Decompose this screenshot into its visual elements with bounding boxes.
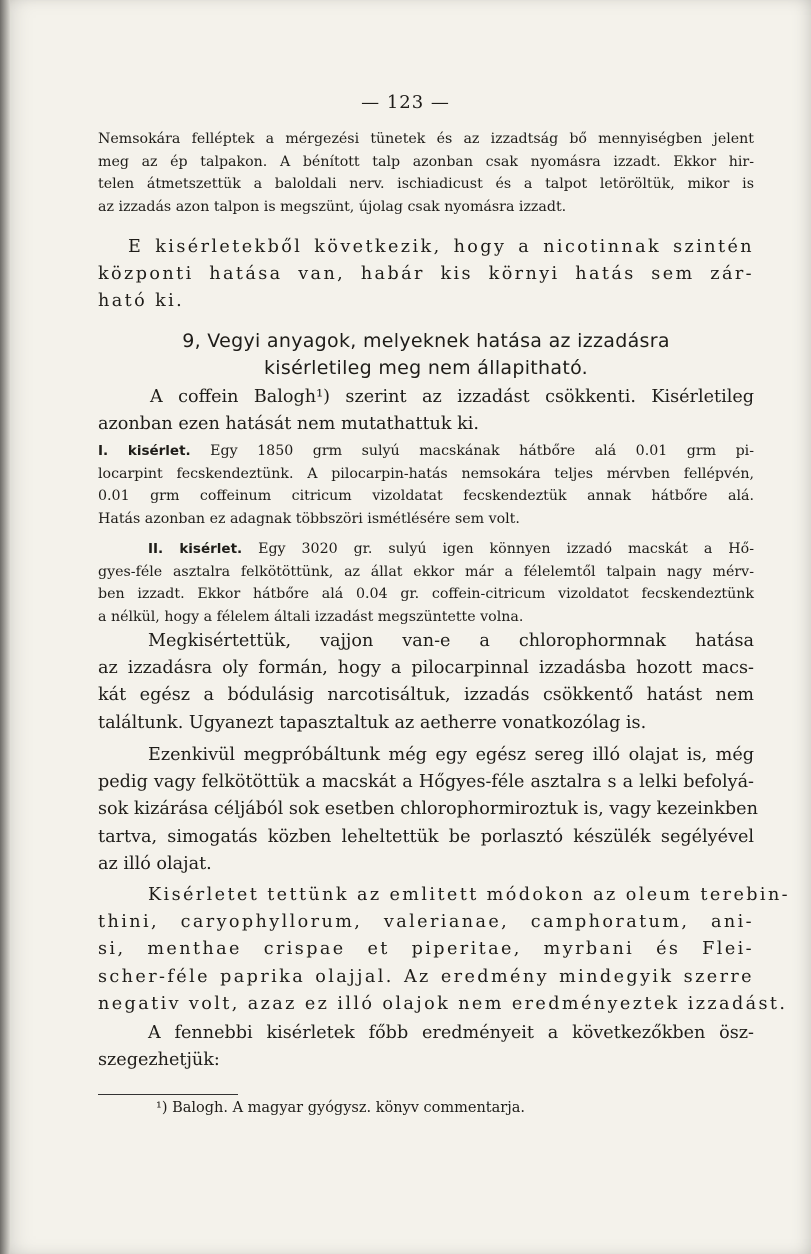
text-line: pedig vagy felkötöttük a macskát a Hőgyes-féle asztalra s a lelki befolyá- [98, 772, 754, 793]
text-line: thini, caryophyllorum, valerianae, camphoratum, ani- [98, 912, 754, 933]
text-line: szegezhetjük: [98, 1050, 220, 1071]
text-line: si, menthae crispae et piperitae, myrbani és Flei- [98, 939, 754, 960]
paragraph-5 [98, 742, 758, 878]
text-line: telen átmetszettük a baloldali nerv. ischiadicust és a talpot letöröltük, mikor is [98, 176, 754, 193]
page-edge-shadow [0, 0, 10, 1254]
footnote: ¹) Balogh. A magyar gyógysz. könyv commentarja. [156, 1100, 525, 1116]
text-line: központi hatása van, habár kis környi hatás sem zár- [98, 264, 754, 285]
text-line: E kisérletekből következik, hogy a nicotinnak szintén [128, 237, 754, 257]
text-line: tartva, simogatás közben leheltettük be porlasztó készülék segélyével [98, 826, 754, 847]
text-line: Ezenkivül megpróbáltunk még egy egész sereg illó olajat is, még [148, 745, 754, 765]
text-line: kát egész a bódulásig narcotisáltuk, izzadás csökkentő hatást nem [98, 685, 754, 706]
experiment-1 [98, 440, 754, 530]
experiment-2-label: II. kisérlet. [148, 541, 243, 557]
text-line: I. kisérlet. Egy 1850 grm sulyú macskának hátbőre alá 0.01 grm pi- [98, 443, 755, 459]
text-line: ben izzadt. Ekkor hátbőre alá 0.04 gr. coffein-citricum vizoldatot fecskendeztünk [98, 586, 754, 603]
paragraph-3 [98, 384, 754, 438]
heading-line: kisérletileg meg nem állapitható. [263, 357, 589, 379]
section-heading [98, 328, 754, 382]
paragraph-7 [98, 1020, 754, 1074]
text-line: A coffein Balogh¹) szerint az izzadást csökkenti. Kisérletileg [150, 387, 754, 407]
text-line: scher-féle paprika olajjal. Az eredmény mindegyik szerre [98, 966, 754, 987]
footnote-rule [98, 1094, 238, 1095]
text-line: locarpint fecskendeztünk. A pilocarpin-hatás nemsokára teljes mérvben fellépvén, [98, 465, 754, 482]
text-line: A fennebbi kisérletek főbb eredményeit a következőkben ösz- [148, 1023, 754, 1043]
text-line: Kisérletet tettünk az emlitett módokon az oleum terebin- [148, 885, 791, 905]
paragraph-2 [98, 234, 754, 316]
text-line: negativ volt, azaz ez illó olajok nem eredményeztek izzadást. [98, 993, 788, 1014]
text-line: találtunk. Ugyanezt tapasztaltuk az aetherre vonatkozólag is. [98, 712, 647, 733]
text-line: ható ki. [98, 291, 185, 312]
text-line: gyes-féle asztalra felkötöttünk, az állat ekkor már a félelemtől talpain nagy mérv- [98, 563, 754, 580]
heading-line: 9, Vegyi anyagok, melyeknek hatása az izzadásra [182, 330, 670, 352]
paragraph-4 [98, 628, 754, 737]
paragraph-6 [98, 882, 791, 1018]
text-line: Nemsokára felléptek a mérgezési tünetek és az izzadtság bő mennyiségben jelent [98, 131, 754, 147]
text-line: 0.01 grm coffeinum citricum vizoldatat fecskendeztük annak hátbőre alá. [98, 488, 754, 505]
text-line: II. kisérlet. Egy 3020 gr. sulyú igen könnyen izzadó macskát a Hő- [148, 541, 754, 557]
text-line: a nélkül, hogy a félelem általi izzadást megszüntette volna. [98, 608, 524, 625]
experiment-2 [98, 538, 754, 628]
text-line: az izzadás azon talpon is megszünt, újolag csak nyomásra izzadt. [98, 198, 567, 215]
text-line: az illó olajat. [98, 853, 212, 874]
page-number: — 123 — [361, 92, 450, 113]
text-line: Hatás azonban ez adagnak többszöri ismétlésére sem volt. [98, 510, 520, 527]
text-line: az izzadásra oly formán, hogy a pilocarpinnal izzadásba hozott macs- [98, 658, 754, 679]
text-line: azonban ezen hatását nem mutathattuk ki. [98, 414, 480, 435]
text-line: Megkisértettük, vajjon van-e a chlorophormnak hatása [148, 631, 754, 651]
text-line: meg az ép talpakon. A bénított talp azonban csak nyomásra izzadt. Ekkor hir- [98, 153, 754, 170]
text-line: sok kizárása céljából sok esetben chlorophormiroztuk is, vagy kezeinkben [98, 799, 758, 820]
paragraph-1 [98, 128, 754, 218]
experiment-1-label: I. kisérlet. [98, 443, 191, 459]
